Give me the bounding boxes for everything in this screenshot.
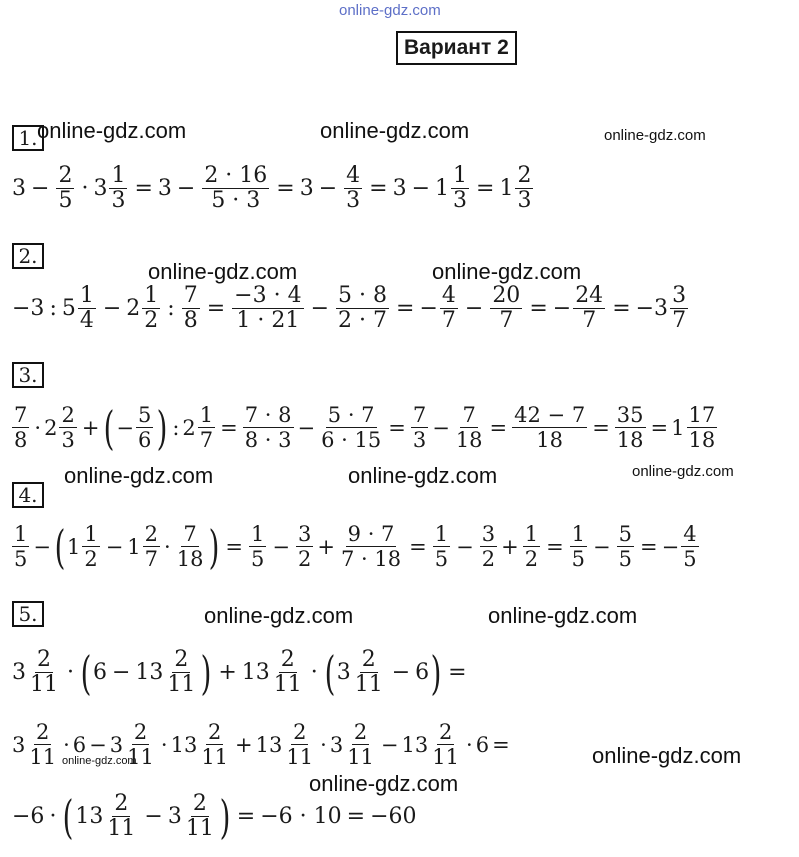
- problem-5-line-1: [12, 645, 472, 700]
- whole-part: 3: [167, 804, 182, 829]
- fraction: [480, 522, 497, 571]
- result: −60: [370, 804, 417, 829]
- fraction: [125, 720, 156, 769]
- top-watermark: online-gdz.com: [339, 2, 441, 19]
- denominator: 11: [127, 745, 154, 769]
- fraction: [687, 403, 718, 452]
- fraction: [27, 720, 58, 769]
- numerator: 2: [353, 720, 368, 744]
- whole-part: 3: [329, 732, 344, 757]
- watermark: online-gdz.com: [432, 259, 582, 284]
- numerator: 2: [58, 163, 73, 188]
- whole-part: 13: [255, 732, 283, 757]
- numerator: 1: [84, 522, 98, 546]
- fraction: [344, 164, 362, 213]
- fraction: [165, 648, 197, 697]
- minus-sign: −: [411, 176, 431, 201]
- equals-sign: =: [225, 534, 244, 559]
- denominator: 11: [432, 745, 459, 769]
- numerator: 2: [133, 720, 148, 744]
- fraction: [411, 403, 428, 452]
- fraction: [617, 522, 634, 571]
- denominator: 7: [582, 308, 597, 333]
- denominator: 5: [618, 547, 633, 571]
- denominator: 5: [251, 547, 265, 571]
- denominator: 2: [84, 547, 98, 571]
- numerator: 2: [207, 720, 222, 744]
- right-paren: ): [156, 400, 168, 455]
- whole-part: 13: [241, 660, 270, 685]
- equals-sign: =: [640, 534, 658, 559]
- numerator: 35: [616, 403, 644, 427]
- denominator: 18: [455, 428, 483, 452]
- whole-part: 2: [44, 415, 58, 440]
- whole-part: 3: [109, 732, 124, 757]
- whole-part: 1: [435, 176, 450, 201]
- denominator: 7: [499, 308, 514, 333]
- fraction: [570, 522, 587, 571]
- numerator: 17: [688, 403, 716, 427]
- numerator: 1: [111, 163, 126, 188]
- problem-1-expression: [12, 164, 535, 213]
- minus-sign: −: [116, 415, 134, 440]
- denominator: 11: [273, 672, 302, 697]
- minus-sign: −: [89, 732, 107, 757]
- plus-sign: +: [81, 415, 100, 440]
- multiply-dot: ·: [310, 660, 318, 685]
- watermark: online-gdz.com: [62, 755, 137, 767]
- numerator: 5: [137, 403, 152, 427]
- denominator: 6: [137, 428, 152, 452]
- fraction: [232, 284, 303, 333]
- numerator: 2 · 16: [204, 163, 268, 188]
- numerator: −3 · 4: [234, 283, 302, 308]
- minus-sign: −: [102, 296, 122, 321]
- whole-part: 3: [12, 732, 26, 757]
- left-paren: (: [63, 789, 74, 844]
- denominator: 3: [111, 188, 126, 213]
- problem-5-line-3: [12, 789, 417, 844]
- minus-sign: −: [464, 296, 484, 321]
- numerator: 4: [683, 522, 697, 546]
- equals-sign: =: [396, 296, 415, 321]
- fraction: [12, 522, 29, 571]
- problem-number-3: 3.: [12, 362, 44, 388]
- denominator: 11: [286, 745, 314, 769]
- left-paren: (: [80, 645, 92, 700]
- minus-sign: −: [552, 296, 572, 321]
- problem-number-5: 5.: [12, 601, 44, 627]
- fraction: [243, 403, 294, 452]
- watermark: online-gdz.com: [632, 463, 734, 480]
- numerator: 1: [251, 522, 265, 546]
- number: 6: [415, 660, 430, 685]
- denominator: 2 · 7: [338, 308, 387, 333]
- number: −6: [12, 804, 45, 829]
- left-paren: (: [324, 645, 336, 700]
- numerator: 1: [144, 283, 159, 308]
- minus-sign: −: [176, 176, 196, 201]
- number: 6: [475, 732, 490, 757]
- denominator: 2: [144, 308, 159, 333]
- numerator: 2: [144, 522, 159, 546]
- denominator: 18: [688, 428, 716, 452]
- whole-part: 13: [135, 660, 164, 685]
- fraction: [198, 403, 215, 452]
- fraction: [433, 522, 450, 571]
- multiply-dot: ·: [34, 415, 42, 440]
- numerator: 7: [462, 403, 476, 427]
- denominator: 8: [183, 308, 198, 333]
- numerator: 5: [618, 522, 633, 546]
- minus-sign: −: [33, 534, 51, 559]
- denominator: 4: [79, 308, 94, 333]
- fraction: [105, 792, 137, 841]
- number: 3: [392, 176, 407, 201]
- denominator: 2: [298, 547, 312, 571]
- left-paren: (: [104, 400, 115, 455]
- equals-sign: =: [476, 176, 495, 201]
- numerator: 7 · 8: [244, 403, 292, 427]
- numerator: 5 · 8: [338, 283, 387, 308]
- whole-part: 3: [93, 176, 108, 201]
- whole-part: 1: [127, 534, 141, 559]
- denominator: 8 · 3: [244, 428, 292, 452]
- equals-sign: =: [650, 415, 669, 440]
- equals-sign: =: [409, 534, 427, 559]
- multiply-dot: ·: [164, 534, 171, 559]
- equals-sign: =: [489, 415, 508, 440]
- right-paren: ): [219, 789, 231, 844]
- denominator: 11: [30, 672, 58, 697]
- denominator: 11: [201, 745, 229, 769]
- plus-sign: +: [235, 732, 253, 757]
- fraction: [199, 720, 230, 769]
- minus-sign: −: [419, 296, 438, 321]
- fraction: [515, 164, 533, 213]
- fraction: [336, 284, 389, 333]
- watermark: online-gdz.com: [592, 743, 742, 768]
- fraction: [670, 284, 688, 333]
- numerator: 3: [298, 522, 312, 546]
- denominator: 11: [185, 816, 214, 841]
- whole-part: 2: [126, 296, 141, 321]
- variant-title: Вариант 2: [396, 31, 517, 65]
- numerator: 2: [293, 720, 307, 744]
- fraction: [319, 403, 383, 452]
- fraction: [615, 403, 646, 452]
- numerator: 3: [481, 522, 496, 546]
- fraction: [175, 522, 206, 571]
- watermark: online-gdz.com: [309, 771, 459, 796]
- whole-part: 13: [401, 732, 429, 757]
- number: 3: [299, 176, 314, 201]
- fraction: [353, 648, 385, 697]
- equals-sign: =: [529, 296, 548, 321]
- multiply-dot: ·: [81, 176, 89, 201]
- fraction: [136, 403, 153, 452]
- equals-sign: =: [492, 732, 510, 757]
- denominator: 1 · 21: [236, 308, 300, 333]
- numerator: 9 · 7: [347, 522, 395, 546]
- whole-part: 5: [61, 296, 76, 321]
- denominator: 3: [412, 428, 427, 452]
- whole-part: 1: [66, 534, 81, 559]
- denominator: 11: [107, 816, 136, 841]
- fraction: [681, 522, 698, 571]
- minus-sign: −: [661, 534, 680, 559]
- numerator: 24: [575, 283, 604, 308]
- fraction: [451, 164, 469, 213]
- watermark: online-gdz.com: [320, 118, 470, 143]
- minus-sign: −: [105, 534, 124, 559]
- denominator: 5: [58, 188, 73, 213]
- number: 6: [72, 732, 87, 757]
- right-paren: ): [430, 645, 442, 700]
- problem-3-expression: [10, 400, 719, 455]
- whole-part: 1: [671, 415, 685, 440]
- minus-sign: −: [297, 415, 316, 440]
- fraction: [523, 522, 540, 571]
- fraction: [339, 522, 403, 571]
- whole-part: 13: [75, 804, 104, 829]
- problem-number-1: 1.: [12, 125, 44, 151]
- fraction: [59, 403, 76, 452]
- denominator: 5: [434, 547, 449, 571]
- numerator: 2: [192, 791, 207, 816]
- problem-number-4: 4.: [12, 482, 44, 508]
- number: 3: [12, 176, 26, 201]
- numerator: 2: [280, 647, 295, 672]
- minus-sign: −: [593, 534, 611, 559]
- fraction: [296, 522, 313, 571]
- equals-sign: =: [369, 176, 388, 201]
- numerator: 4: [441, 283, 456, 308]
- denominator: 2: [481, 547, 496, 571]
- watermark: online-gdz.com: [204, 603, 354, 628]
- fraction: [573, 284, 605, 333]
- equals-sign: =: [388, 415, 406, 440]
- denominator: 18: [616, 428, 644, 452]
- denominator: 7: [199, 428, 214, 452]
- minus-sign: −: [144, 804, 163, 829]
- fraction: [109, 164, 127, 213]
- whole-part: 2: [182, 415, 196, 440]
- minus-sign: −: [31, 176, 50, 201]
- fraction: [12, 403, 29, 452]
- multiply-dot: ·: [49, 804, 57, 829]
- watermark: online-gdz.com: [64, 463, 214, 488]
- problem-5-line-2: [12, 720, 513, 769]
- numerator: 2: [438, 720, 453, 744]
- fraction: [440, 284, 458, 333]
- plus-sign: +: [501, 534, 519, 559]
- denominator: 3: [453, 188, 468, 213]
- fraction: [430, 720, 461, 769]
- divide-sign: :: [167, 296, 175, 321]
- fraction: [345, 720, 376, 769]
- equals-sign: =: [612, 296, 631, 321]
- numerator: 7: [412, 403, 427, 427]
- fraction: [454, 403, 485, 452]
- equals-sign: =: [206, 296, 226, 321]
- numerator: 2: [517, 163, 532, 188]
- problem-number-2: 2.: [12, 243, 44, 269]
- numerator: 7: [183, 522, 197, 546]
- numerator: 20: [492, 283, 521, 308]
- numerator: 2: [61, 403, 75, 427]
- numerator: 42 − 7: [514, 403, 586, 427]
- minus-sign: −: [391, 660, 411, 685]
- denominator: 8: [14, 428, 28, 452]
- number: 3: [157, 176, 172, 201]
- multiply-dot: ·: [320, 732, 327, 757]
- plus-sign: +: [218, 660, 237, 685]
- whole-part: 13: [170, 732, 198, 757]
- denominator: 11: [29, 745, 57, 769]
- product: −6 · 10: [260, 804, 342, 829]
- fraction: [143, 522, 160, 571]
- denominator: 7: [144, 547, 159, 571]
- whole-part: 3: [336, 660, 351, 685]
- numerator: 4: [346, 163, 361, 188]
- number: 6: [92, 660, 107, 685]
- minus-sign: −: [310, 296, 330, 321]
- minus-sign: −: [380, 732, 399, 757]
- denominator: 11: [347, 745, 374, 769]
- minus-sign: −: [272, 534, 291, 559]
- left-paren: (: [54, 519, 66, 574]
- whole-part: 1: [499, 176, 514, 201]
- fraction: [142, 284, 160, 333]
- denominator: 5: [683, 547, 697, 571]
- denominator: 3: [61, 428, 75, 452]
- fraction: [512, 403, 587, 452]
- divide-sign: :: [49, 296, 57, 321]
- numerator: 2: [361, 647, 376, 672]
- numerator: 1: [14, 522, 28, 546]
- whole-part: −3: [635, 296, 669, 321]
- equals-sign: =: [546, 534, 564, 559]
- denominator: 3: [517, 188, 532, 213]
- numerator: 1: [79, 283, 94, 308]
- plus-sign: +: [317, 534, 335, 559]
- fraction: [78, 284, 96, 333]
- multiply-dot: ·: [63, 732, 70, 757]
- fraction: [182, 284, 200, 333]
- fraction: [284, 720, 315, 769]
- fraction: [184, 792, 216, 841]
- denominator: 11: [354, 672, 383, 697]
- numerator: 7: [14, 403, 28, 427]
- fraction: [82, 522, 99, 571]
- problem-2-expression: [12, 284, 690, 333]
- denominator: 7: [672, 308, 687, 333]
- equals-sign: =: [448, 660, 467, 685]
- numerator: 7: [183, 283, 198, 308]
- denominator: 18: [176, 547, 204, 571]
- numerator: 1: [199, 403, 214, 427]
- fraction: [56, 164, 74, 213]
- numerator: 2: [174, 647, 189, 672]
- equals-sign: =: [276, 176, 295, 201]
- fraction: [272, 648, 304, 697]
- denominator: 6 · 15: [321, 428, 382, 452]
- fraction: [249, 522, 266, 571]
- watermark: online-gdz.com: [37, 118, 187, 143]
- denominator: 7: [441, 308, 456, 333]
- denominator: 3: [346, 188, 361, 213]
- minus-sign: −: [318, 176, 338, 201]
- denominator: 5: [571, 547, 586, 571]
- whole-part: 3: [12, 660, 26, 685]
- fraction: [490, 284, 522, 333]
- right-paren: ): [200, 645, 212, 700]
- minus-sign: −: [456, 534, 474, 559]
- equals-sign: =: [220, 415, 238, 440]
- numerator: 2: [37, 647, 51, 672]
- equals-sign: =: [346, 804, 366, 829]
- fraction: [202, 164, 269, 213]
- numerator: 2: [36, 720, 50, 744]
- numerator: 1: [524, 522, 539, 546]
- equals-sign: =: [592, 415, 610, 440]
- multiply-dot: ·: [160, 732, 168, 757]
- numerator: 3: [672, 283, 687, 308]
- fraction: [28, 648, 60, 697]
- numerator: 1: [434, 522, 449, 546]
- multiply-dot: ·: [466, 732, 473, 757]
- equals-sign: =: [134, 176, 153, 201]
- minus-sign: −: [432, 415, 450, 440]
- right-paren: ): [209, 519, 220, 574]
- numerator: 1: [571, 522, 586, 546]
- numerator: 5 · 7: [327, 403, 375, 427]
- watermark: online-gdz.com: [348, 463, 498, 488]
- divide-sign: :: [172, 415, 180, 440]
- numerator: 2: [114, 791, 129, 816]
- problem-4-expression: [10, 519, 701, 574]
- number: −3: [12, 296, 45, 321]
- denominator: 2: [524, 547, 539, 571]
- minus-sign: −: [111, 660, 131, 685]
- denominator: 18: [536, 428, 564, 452]
- numerator: 1: [453, 163, 468, 188]
- watermark: online-gdz.com: [488, 603, 638, 628]
- equals-sign: =: [236, 804, 256, 829]
- denominator: 7 · 18: [341, 547, 402, 571]
- watermark: online-gdz.com: [148, 259, 298, 284]
- multiply-dot: ·: [67, 660, 74, 685]
- denominator: 5: [14, 547, 28, 571]
- denominator: 5 · 3: [211, 188, 261, 213]
- watermark: online-gdz.com: [604, 127, 706, 144]
- denominator: 11: [167, 672, 196, 697]
